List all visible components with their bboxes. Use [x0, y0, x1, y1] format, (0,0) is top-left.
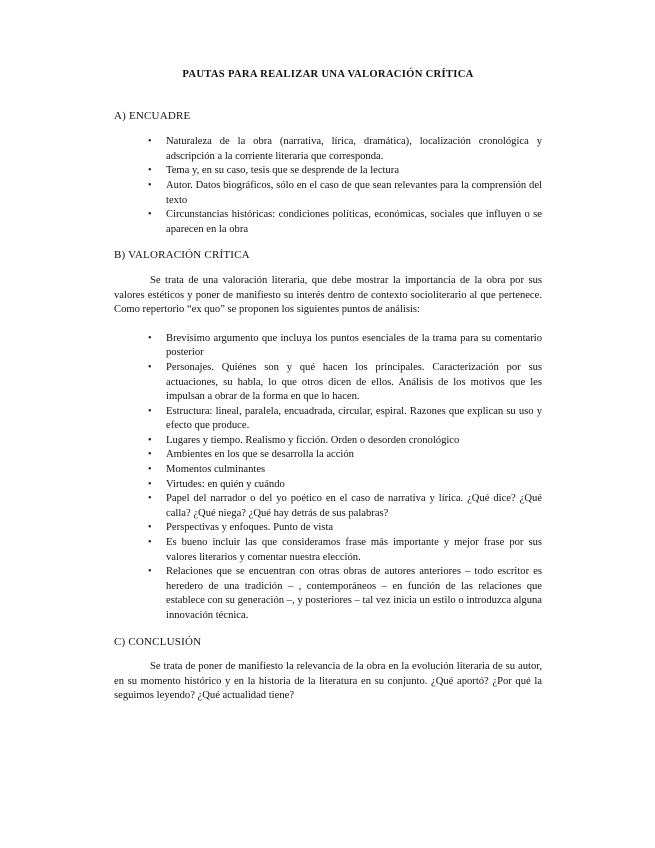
encuadre-list [114, 135, 542, 237]
document-page [114, 68, 542, 704]
bullet-icon: • [148, 136, 152, 148]
list-item [148, 478, 542, 493]
list-item-text: Ambientes en los que se desarrolla la acción [166, 449, 354, 461]
list-item-text: Virtudes: en quién y cuándo [166, 478, 285, 490]
list-item [148, 434, 542, 449]
bullet-icon: • [148, 566, 152, 578]
section-heading-valoracion: B) VALORACIÓN CRÍTICA [114, 249, 250, 262]
list-item-text: Perspectivas y enfoques. Punto de vista [166, 522, 334, 534]
bullet-icon: • [148, 464, 152, 476]
list-item-text: Papel del narrador o del yo poético en el caso de narrativa y lírica. ¿Qué dice? ¿Qué calla? ¿Qué niega? ¿Qué hay detrás de sus palabras? [166, 493, 542, 519]
list-item [148, 536, 542, 565]
list-item [148, 332, 542, 361]
list-item [148, 208, 542, 237]
list-item [148, 565, 542, 623]
bullet-icon: • [148, 361, 152, 373]
list-item-text: Personajes. Quiénes son y qué hacen los principales. Caracterización por sus actuaciones, su habla, lo que otros dicen de ellos. Análisis de los motivos que les impulsan a obrar de la forma en que lo hacen. [166, 361, 542, 403]
bullet-icon: • [148, 179, 152, 191]
bullet-icon: • [148, 405, 152, 417]
section-heading-encuadre: A) ENCUADRE [114, 109, 191, 122]
bullet-icon: • [148, 478, 152, 490]
list-item-text: Naturaleza de la obra (narrativa, lírica, dramática), localización cronológica y adscripción a la corriente literaria que corresponda. [166, 136, 542, 162]
list-item [148, 448, 542, 463]
list-item-text: Es bueno incluir las que consideramos frase más importante y mejor frase por sus valores literarios y comentar nuestra elección. [166, 537, 542, 563]
bullet-icon: • [148, 209, 152, 221]
list-item [148, 135, 542, 164]
list-item-text: Circunstancias históricas: condiciones políticas, económicas, sociales que influyen o se aparecen en la obra [166, 209, 542, 235]
list-item-text: Tema y, en su caso, tesis que se desprende de la lectura [166, 165, 400, 177]
list-item [148, 361, 542, 405]
valoracion-paragraph: Se trata de una valoración literaria, que debe mostrar la importancia de la obra por sus valores estéticos y poner de manifiesto su interés dentro de contexto socioliterario al que pertenece. Como repertorio “ex quo” se proponen los siguientes puntos de análisis: [114, 274, 542, 316]
list-item [148, 521, 542, 536]
list-item [148, 405, 542, 434]
list-item [148, 179, 542, 208]
bullet-icon: • [148, 165, 152, 177]
bullet-icon: • [148, 332, 152, 344]
bullet-icon: • [148, 537, 152, 549]
list-item-text: Momentos culminantes [166, 464, 266, 476]
document-title: PAUTAS PARA REALIZAR UNA VALORACIÓN CRÍTICA [182, 69, 474, 80]
conclusion-paragraph: Se trata de poner de manifiesto la relevancia de la obra en la evolución literaria de su autor, en su momento histórico y en la historia de la literatura en su conjunto. ¿Qué aportó? ¿Por qué la seguimos leyendo? ¿Qué actualidad tiene? [114, 661, 542, 702]
list-item [148, 164, 542, 179]
list-item-text: Lugares y tiempo. Realismo y ficción. Orden o desorden cronológico [166, 434, 460, 446]
bullet-icon: • [148, 449, 152, 461]
list-item [148, 492, 542, 521]
valoracion-list [114, 332, 542, 624]
bullet-icon: • [148, 434, 152, 446]
section-heading-conclusion: C) CONCLUSIÓN [114, 635, 202, 648]
list-item [148, 463, 542, 478]
list-item-text: Brevísimo argumento que incluya los puntos esenciales de la trama para su comentario posterior [166, 332, 542, 359]
bullet-icon: • [148, 493, 152, 505]
list-item-text: Autor. Datos biográficos, sólo en el caso de que sean relevantes para la comprensión del texto [166, 179, 542, 206]
bullet-icon: • [148, 522, 152, 534]
list-item-text: Relaciones que se encuentran con otras obras de autores anteriores – todo escritor es heredero de una tradición – , contemporáneos – en función de las relaciones que establece con su generación –, y posteriores – tal vez inicia un estilo o introduzca alguna innovación técnica. [166, 566, 542, 621]
list-item-text: Estructura: lineal, paralela, encuadrada, circular, espiral. Razones que explican su uso y efecto que produce. [166, 405, 542, 432]
